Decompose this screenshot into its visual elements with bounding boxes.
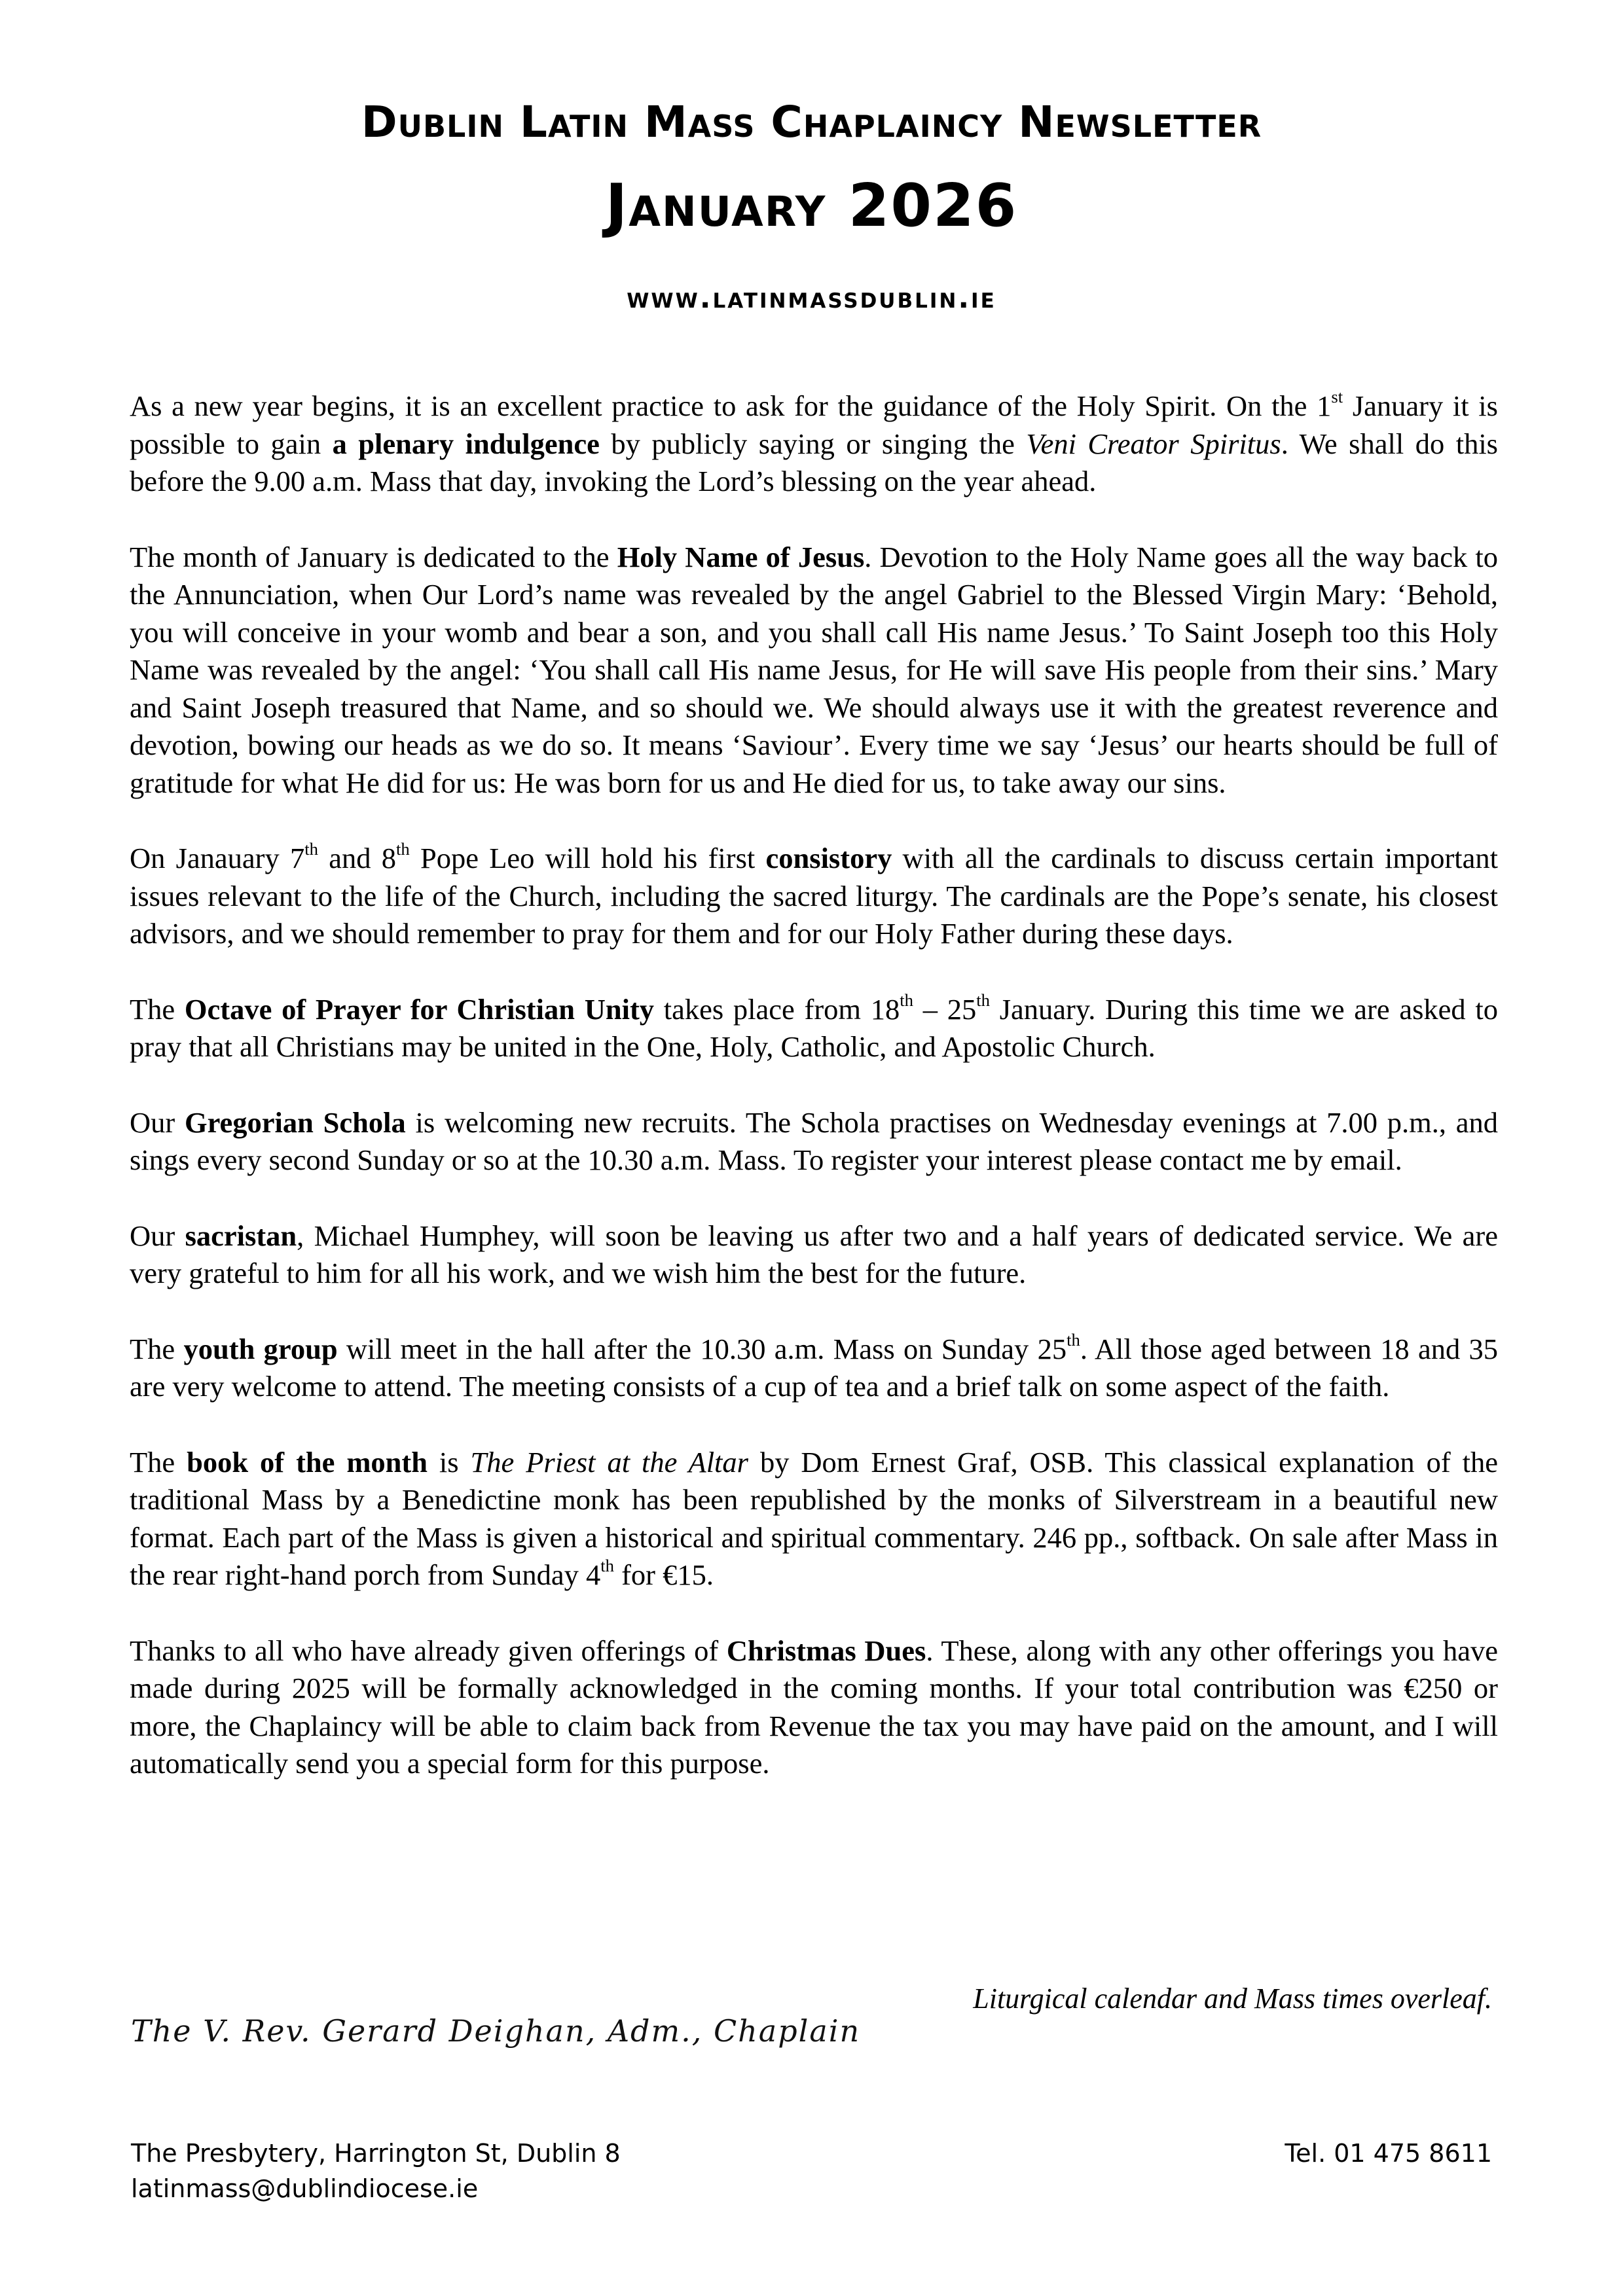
- paragraph-sacristan: Our sacristan, Michael Humphey, will soon be leaving us after two and a half years of dedicated service. We are very grateful to him for all his work, and we wish him the best for the future.: [130, 1219, 1498, 1289]
- newsletter-month: January 2026: [605, 171, 1018, 240]
- paragraph-christmas-dues: Thanks to all who have already given offerings of Christmas Dues. These, along with any other offerings you have made during 2025 will be formally acknowledged in the coming months. If your total contribution was €250 or more, the Chaplaincy will be able to claim back from Revenue the tax you may have paid on the amount, and I will automatically send you a special form for this purpose.: [130, 1634, 1498, 1780]
- overleaf-note: Liturgical calendar and Mass times overleaf.: [973, 1982, 1492, 2015]
- footer-address: The Presbytery, Harrington St, Dublin 8: [131, 2139, 621, 2168]
- newsletter-title: Dublin Latin Mass Chaplaincy Newsletter: [361, 97, 1262, 147]
- paragraph-gregorian-schola: Our Gregorian Schola is welcoming new recruits. The Schola practises on Wednesday evenings at 7.00 p.m., and sings every second Sunday or so at the 10.30 a.m. Mass. To register your interest please contact me by email.: [130, 1105, 1498, 1176]
- paragraph-consistory: On Janauary 7th and 8th Pope Leo will hold his first consistory with all the cardinals to discuss certain important issues relevant to the life of the Church, including the sacred liturgy. The cardinals are the Pope’s senate, his closest advisors, and we should remember to pray for them and for our Holy Father during these days.: [130, 838, 1498, 950]
- paragraph-holy-name: The month of January is dedicated to the Holy Name of Jesus. Devotion to the Holy Name goes all the way back to the Annunciation, when Our Lord’s name was revealed by the angel Gabriel to the Blessed Virgin Mary: ‘Behold, you will conceive in your womb and bear a son, and you shall call His name Jesus.’ To Saint Joseph too this Holy Name was revealed by the angel: ‘You shall call His name Jesus, for He will save His people from their sins.’ Mary and Saint Joseph treasured that Name, and so should we. We should always use it with the greatest reverence and devotion, bowing our heads as we do so. It means ‘Saviour’. Every time we say ‘Jesus’ our hearts should be full of gratitude for what He did for us: He was born for us and He died for us, to take away our sins.: [130, 540, 1499, 799]
- paragraph-new-year: As a new year begins, it is an excellent practice to ask for the guidance of the Holy Spirit. On the 1st January it is possible to gain a plenary indulgence by publicly saying or singing the Veni Creator Spiritus. We shall do this before the 9.00 a.m. Mass that day, invoking the Lord’s blessing on the year ahead.: [130, 386, 1498, 497]
- chaplain-signature: The V. Rev. Gerard Deighan, Adm., Chaplain: [131, 2013, 861, 2049]
- newsletter-body: [130, 387, 1498, 1821]
- footer-email[interactable]: latinmass@dublindiocese.ie: [131, 2174, 479, 2203]
- paragraph-youth-group: The youth group will meet in the hall after the 10.30 a.m. Mass on Sunday 25th. All those aged between 18 and 35 are very welcome to attend. The meeting consists of a cup of tea and a brief talk on some aspect of the faith.: [130, 1329, 1499, 1403]
- paragraph-christian-unity: The Octave of Prayer for Christian Unity takes place from 18th – 25th January. During this time we are asked to pray that all Christians may be united in the One, Holy, Catholic, and Apostolic Church.: [130, 990, 1499, 1063]
- footer-phone: Tel. 01 475 8611: [1285, 2139, 1492, 2168]
- paragraph-book-of-month: The book of the month is The Priest at the Altar by Dom Ernest Graf, OSB. This classical explanation of the traditional Mass by a Benedictine monk has been republished by the monks of Silverstream in a beautiful new format. Each part of the Mass is given a historical and spiritual commentary. 246 pp., softback. On sale after Mass in the rear right-hand porch from Sunday 4th for €15.: [130, 1445, 1498, 1591]
- website-link[interactable]: www.latinmassdublin.ie: [627, 281, 996, 315]
